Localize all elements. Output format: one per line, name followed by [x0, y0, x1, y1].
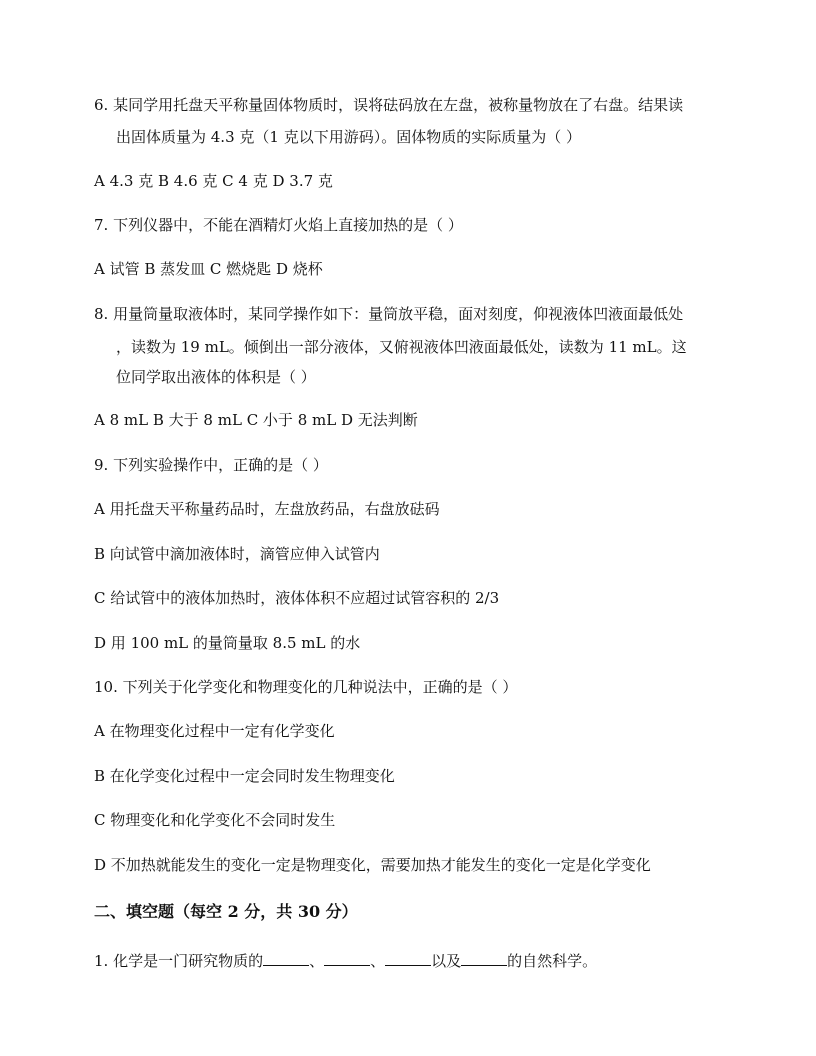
- fill-question-1-sep-3: 以及: [431, 952, 462, 970]
- question-10-option-c: C 物理变化和化学变化不会同时发生: [94, 811, 336, 829]
- question-6-line-1: 6. 某同学用托盘天平称量固体物质时，误将砝码放在左盘，被称量物放在了右盘。结果读: [94, 96, 684, 114]
- question-10-option-d: D 不加热就能发生的变化一定是物理变化，需要加热才能发生的变化一定是化学变化: [94, 856, 651, 874]
- section-2-title: 二、填空题（每空 2 分，共 30 分）: [94, 902, 358, 921]
- question-10-option-b: B 在化学变化过程中一定会同时发生物理变化: [94, 767, 395, 785]
- question-8-line-3: 位同学取出液体的体积是（ ）: [116, 368, 316, 386]
- fill-question-1-suffix: 的自然科学。: [507, 952, 598, 970]
- question-7-options: A 试管 B 蒸发皿 C 燃烧匙 D 烧杯: [94, 260, 323, 278]
- question-6-line-2: 出固体质量为 4.3 克（1 克以下用游码）。固体物质的实际质量为（ ）: [116, 128, 581, 146]
- question-10-line-1: 10. 下列关于化学变化和物理变化的几种说法中，正确的是（ ）: [94, 678, 518, 696]
- fill-question-1-sep-2: 、: [370, 952, 386, 970]
- question-6-options: A 4.3 克 B 4.6 克 C 4 克 D 3.7 克: [94, 172, 333, 190]
- fill-question-1-sep-1: 、: [309, 952, 325, 970]
- question-9-option-c: C 给试管中的液体加热时，液体体积不应超过试管容积的 2/3: [94, 589, 500, 607]
- fill-blank-3: [385, 951, 431, 966]
- question-8-line-2: ，读数为 19 mL。倾倒出一部分液体，又俯视液体凹液面最低处，读数为 11 mL。这: [116, 338, 687, 356]
- question-7-line-1: 7. 下列仪器中，不能在酒精灯火焰上直接加热的是（ ）: [94, 216, 463, 234]
- fill-question-1: [94, 951, 734, 971]
- question-9-option-a: A 用托盘天平称量药品时，左盘放药品，右盘放砝码: [94, 500, 440, 518]
- question-8-options: A 8 mL B 大于 8 mL C 小于 8 mL D 无法判断: [94, 411, 418, 429]
- fill-blank-2: [324, 951, 370, 966]
- fill-blank-4: [461, 951, 507, 966]
- question-8-line-1: 8. 用量筒量取液体时，某同学操作如下：量筒放平稳，面对刻度，仰视液体凹液面最低处: [94, 305, 684, 323]
- fill-question-1-prefix: 1. 化学是一门研究物质的: [94, 952, 264, 970]
- question-9-option-d: D 用 100 mL 的量筒量取 8.5 mL 的水: [94, 634, 361, 652]
- question-9-line-1: 9. 下列实验操作中，正确的是（ ）: [94, 456, 328, 474]
- question-10-option-a: A 在物理变化过程中一定有化学变化: [94, 722, 335, 740]
- fill-blank-1: [263, 951, 309, 966]
- question-9-option-b: B 向试管中滴加液体时，滴管应伸入试管内: [94, 545, 380, 563]
